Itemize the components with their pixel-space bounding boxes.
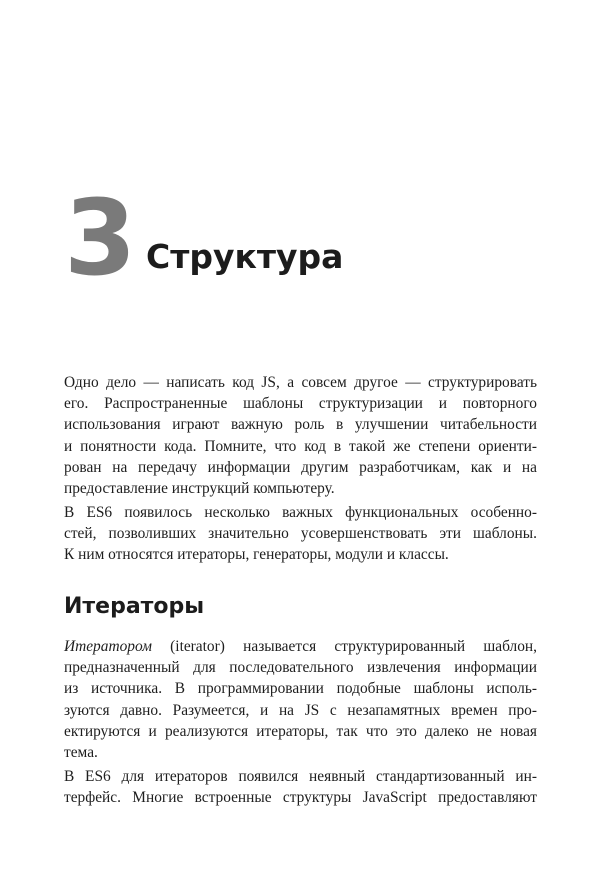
intro-paragraph-1	[64, 372, 537, 499]
section-paragraph-2	[64, 766, 537, 808]
text-line: рован на передачу информации другим разработчикам, как и на	[64, 458, 537, 476]
chapter-title: Структура	[146, 237, 344, 276]
text-segment: (iterator) называется структурированный шаблон,	[151, 638, 537, 655]
section-heading: Итераторы	[64, 594, 205, 619]
text-line: зуются давно. Разумеется, и на JS с незапамятных времен про-	[64, 701, 537, 719]
text-line: терфейс. Многие встроенные структуры JavaScript предоставляют	[64, 789, 537, 807]
text-line: предназначенный для последовательного извлечения информации	[64, 659, 537, 677]
text-line: из источника. В программировании подобные шаблоны исполь-	[64, 680, 537, 698]
section-paragraph-1	[64, 636, 537, 763]
text-line: тема.	[64, 744, 98, 762]
text-line: К ним относятся итераторы, генераторы, модули и классы.	[64, 546, 449, 564]
text-line: ектируются и реализуются итераторы, так что это далеко не новая	[64, 722, 537, 740]
text-line	[64, 636, 537, 657]
text-line: предоставление инструкций компьютеру.	[64, 480, 335, 498]
text-line: В ES6 для итераторов появился неявный стандартизованный ин-	[64, 768, 537, 785]
term-italic: Итератором	[64, 638, 152, 655]
intro-paragraph-2	[64, 502, 537, 566]
text-line: стей, позволивших значительно усовершенствовать эти шаблоны.	[64, 525, 537, 543]
text-line: его. Распространенные шаблоны структуризации и повторного	[64, 395, 537, 413]
text-line: использования играют важную роль в улучшении читабельности	[64, 416, 537, 434]
chapter-number: 3	[64, 177, 135, 299]
text-line: и понятности кода. Помните, что код в такой же степени ориенти-	[64, 437, 537, 455]
text-line: В ES6 появилось несколько важных функциональных особенно-	[64, 504, 537, 521]
text-line: Одно дело — написать код JS, а совсем другое — структурировать	[64, 374, 537, 391]
